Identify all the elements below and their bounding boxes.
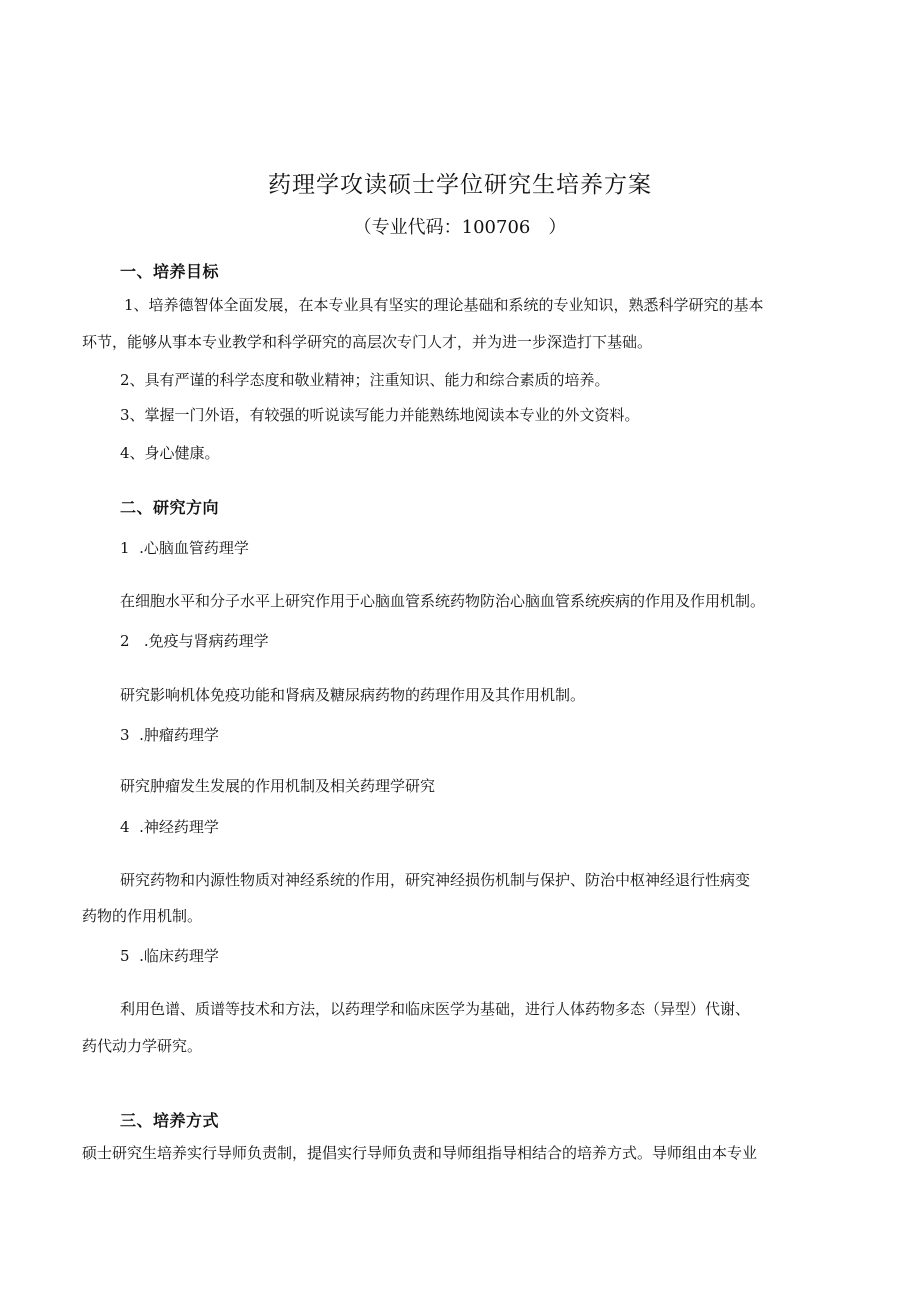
paragraph-goal-4: 4、身心健康。 [120, 444, 220, 462]
direction-1-title: 1 .心脑血管药理学 [120, 539, 249, 557]
document-subtitle: （专业代码：100706 ） [353, 217, 567, 238]
direction-4-title: 4 .神经药理学 [120, 818, 219, 836]
paragraph-goal-1-line-2: 环节，能够从事本专业教学和科学研究的高层次专门人才，并为进一步深造打下基础。 [82, 333, 653, 351]
paragraph-goal-3: 3、掌握一门外语，有较强的听说读写能力并能熟练地阅读本专业的外文资料。 [120, 406, 640, 424]
direction-3-text: 研究肿瘤发生发展的作用机制及相关药理学研究 [120, 777, 436, 795]
direction-4-text-line-2: 药物的作用机制。 [82, 907, 203, 925]
paragraph-goal-1-line-1: 1、培养德智体全面发展，在本专业具有坚实的理论基础和系统的专业知识，熟悉科学研究的基本 [124, 296, 764, 314]
direction-4-text-line-1: 研究药物和内源性物质对神经系统的作用，研究神经损伤机制与保护、防治中枢神经退行性病变 [120, 871, 751, 889]
direction-2-text: 研究影响机体免疫功能和肾病及糖尿病药物的药理作用及其作用机制。 [120, 686, 586, 704]
direction-3-title: 3 .肿瘤药理学 [120, 726, 219, 744]
section-heading-research-directions: 二、研究方向 [120, 498, 220, 517]
section-heading-training-mode: 三、培养方式 [120, 1111, 220, 1130]
direction-2-title: 2 .免疫与肾病药理学 [120, 632, 269, 650]
direction-5-text-line-2: 药代动力学研究。 [82, 1037, 203, 1055]
paragraph-goal-2: 2、具有严谨的科学态度和敬业精神；注重知识、能力和综合素质的培养。 [120, 371, 610, 389]
direction-5-text-line-1: 利用色谱、质谱等技术和方法，以药理学和临床医学为基础，进行人体药物多态（异型）代谢、 [120, 1000, 751, 1018]
document-title: 药理学攻读硕士学位研究生培养方案 [268, 172, 652, 198]
direction-1-text: 在细胞水平和分子水平上研究作用于心脑血管系统药物防治心脑血管系统疾病的作用及作用机制。 [120, 592, 766, 610]
paragraph-training-mode-line-1: 硕士研究生培养实行导师负责制，提倡实行导师负责和导师组指导相结合的培养方式。导师组由本专业 [82, 1144, 758, 1162]
section-heading-training-goals: 一、培养目标 [120, 262, 220, 281]
direction-5-title: 5 .临床药理学 [120, 947, 219, 965]
